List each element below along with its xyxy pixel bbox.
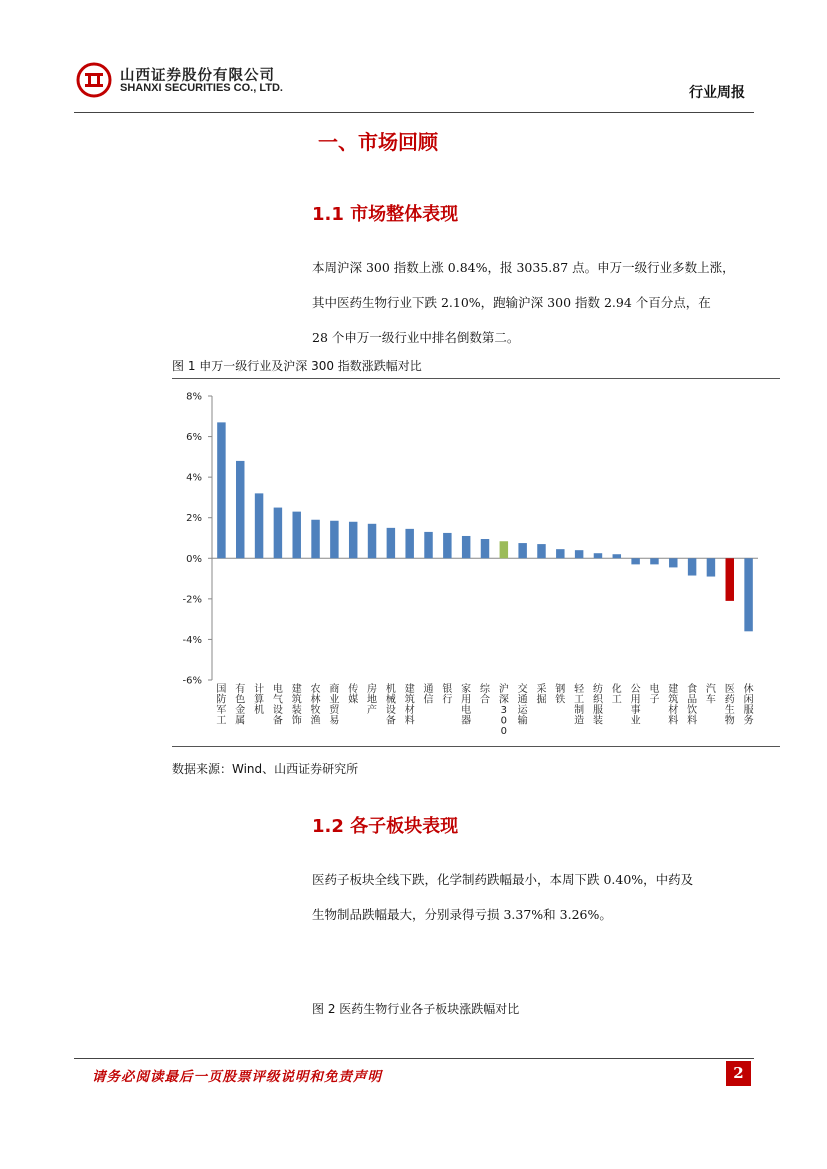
category-label: 化工: [611, 684, 622, 706]
bar: [688, 558, 696, 575]
category-label: 交通运输: [517, 684, 528, 727]
market-summary-paragraph: [312, 250, 752, 355]
bar: [613, 554, 621, 558]
para-line: 生物制品跌幅最大，分别录得亏损 3.37%和 3.26%。: [312, 907, 612, 922]
section-title: 一、市场回顾: [318, 130, 438, 154]
company-name-cn: 山西证券股份有限公司: [120, 68, 275, 84]
bar: [631, 558, 639, 564]
disclaimer-text: 请务必阅读最后一页股票评级说明和免责声明: [92, 1069, 382, 1085]
subsection-title-1: 1.1 市场整体表现: [312, 204, 459, 225]
bar: [650, 558, 658, 564]
figure-2-caption: 图 2 医药生物行业各子板块涨跌幅对比: [312, 1002, 520, 1016]
bar: [726, 558, 734, 601]
category-label: 纺织服装: [592, 684, 603, 727]
bar: [274, 508, 282, 559]
category-label: 休闲服务: [743, 684, 754, 727]
y-tick-label: 0%: [186, 553, 202, 565]
company-logo-icon: [76, 62, 112, 98]
figure-1-source: 数据来源：Wind、山西证券研究所: [172, 762, 359, 776]
report-type: 行业周报: [689, 85, 745, 101]
subsector-summary-paragraph: [312, 862, 752, 932]
bar: [481, 539, 489, 558]
category-label: 建筑装饰: [291, 684, 302, 727]
bar: [405, 529, 413, 558]
para-line: 本周沪深 300 指数上涨 0.84%，报 3035.87 点。申万一级行业多数上涨，: [312, 260, 735, 275]
bar: [387, 528, 395, 558]
category-label: 采掘: [536, 684, 547, 706]
category-label: 农林牧渔: [310, 684, 321, 727]
category-label: 有色金属: [235, 684, 246, 727]
bar: [217, 422, 225, 558]
bar: [518, 543, 526, 558]
category-label: 银行: [442, 684, 453, 706]
page-number: 2: [726, 1061, 751, 1086]
category-label: 传媒: [348, 684, 359, 706]
category-label: 计算机: [254, 684, 265, 716]
category-label: 食品饮料: [687, 684, 698, 727]
category-label: 医药生物: [724, 684, 735, 727]
bar: [594, 553, 602, 558]
para-line: 医药子板块全线下跌，化学制药跌幅最小，本周下跌 0.40%，中药及: [312, 872, 694, 887]
category-label: 商业贸易: [329, 684, 340, 727]
y-tick-label: 2%: [186, 513, 202, 525]
bar: [500, 541, 508, 558]
figure-1-caption: 图 1 申万一级行业及沪深 300 指数涨跌幅对比: [172, 359, 422, 373]
bar: [556, 549, 564, 558]
bar: [575, 550, 583, 558]
bar: [330, 521, 338, 559]
category-label: 综合: [480, 684, 490, 706]
header-rule: [74, 112, 754, 113]
industry-returns-bar-chart: [172, 384, 780, 746]
category-label: 轻工制造: [574, 684, 585, 727]
bar: [255, 493, 263, 558]
y-tick-label: -2%: [182, 594, 202, 606]
category-label: 通信: [423, 684, 434, 706]
y-tick-label: 4%: [186, 472, 202, 484]
bar: [349, 522, 357, 559]
bar: [292, 512, 300, 559]
y-tick-label: -6%: [182, 675, 202, 687]
footer-rule: [74, 1058, 754, 1059]
category-label: 国防军工: [216, 684, 227, 727]
category-label: 钢铁: [555, 684, 566, 706]
caption-rule: [172, 378, 780, 379]
y-tick-label: 8%: [186, 391, 202, 403]
bar: [443, 533, 451, 558]
category-label: 公用事业: [630, 684, 641, 727]
bar: [669, 558, 677, 567]
bar: [537, 544, 545, 558]
category-label: 电气设备: [272, 684, 283, 727]
category-label: 建筑材料: [404, 684, 415, 727]
category-label: 机械设备: [385, 684, 396, 727]
company-name-en: SHANXI SECURITIES CO., LTD.: [120, 82, 283, 94]
subsection-title-2: 1.2 各子板块表现: [312, 816, 459, 837]
category-label: 电子: [649, 684, 660, 706]
category-label: 家用电器: [461, 684, 472, 727]
y-tick-label: -4%: [182, 634, 202, 646]
bar: [311, 520, 319, 559]
bar: [462, 536, 470, 558]
para-line: 28 个申万一级行业中排名倒数第二。: [312, 330, 520, 345]
bar: [236, 461, 244, 558]
category-label: 建筑材料: [668, 684, 679, 727]
category-label: 沪深 3 0 0: [498, 684, 509, 737]
y-tick-label: 6%: [186, 432, 202, 444]
bar: [368, 524, 376, 558]
chart-bottom-rule: [172, 746, 780, 747]
bar: [707, 558, 715, 576]
category-label: 房地产: [367, 684, 378, 716]
para-line: 其中医药生物行业下跌 2.10%，跑输沪深 300 指数 2.94 个百分点，在: [312, 295, 711, 310]
category-label: 汽车: [705, 684, 716, 706]
bar: [424, 532, 432, 558]
bar: [744, 558, 752, 631]
